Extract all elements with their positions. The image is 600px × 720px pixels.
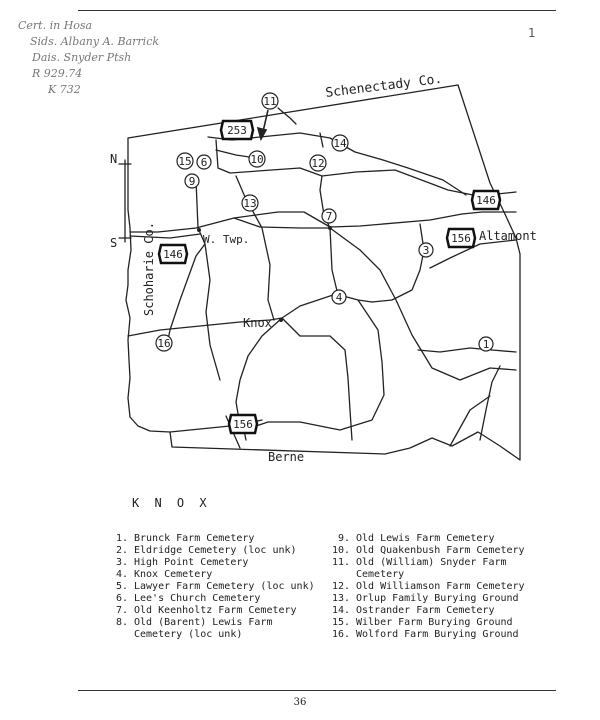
road bbox=[320, 176, 338, 295]
site-marker bbox=[185, 174, 199, 188]
handwritten-line: Sids. Albany A. Barrick bbox=[30, 35, 160, 48]
route-shield-label: 156 bbox=[451, 232, 471, 245]
site-marker-label: 13 bbox=[243, 197, 257, 210]
legend-text: High Point Cemetery bbox=[134, 557, 249, 568]
town-label-berne: Berne bbox=[268, 450, 305, 464]
compass-label-n: N bbox=[110, 152, 118, 166]
legend-number: 14. bbox=[331, 605, 350, 616]
corner-mark: 1 bbox=[528, 26, 536, 40]
county-label-west: Schoharie Co. bbox=[142, 222, 156, 316]
legend-row bbox=[330, 605, 560, 617]
legend-row bbox=[108, 617, 323, 641]
route-shield bbox=[447, 229, 475, 247]
legend-text: Old Keenholtz Farm Cemetery bbox=[134, 605, 297, 616]
road bbox=[372, 224, 424, 302]
legend-text: Eldridge Cemetery (loc unk) bbox=[134, 545, 297, 556]
legend-number: 5. bbox=[115, 581, 128, 592]
legend-number: 2. bbox=[115, 545, 128, 556]
handwritten-line: Cert. in Hosa bbox=[18, 19, 93, 32]
site-marker bbox=[419, 243, 433, 257]
site-marker bbox=[249, 151, 265, 167]
site-marker bbox=[479, 337, 493, 351]
route-shield bbox=[229, 415, 257, 433]
arrow-11 bbox=[258, 110, 268, 139]
legend-right-column bbox=[330, 533, 560, 641]
site-marker bbox=[322, 209, 336, 223]
legend-row bbox=[330, 593, 560, 605]
legend-number: 12. bbox=[331, 581, 350, 592]
legend-number: 13. bbox=[331, 593, 350, 604]
legend-row bbox=[108, 569, 323, 581]
site-marker bbox=[332, 290, 346, 304]
road bbox=[320, 133, 323, 147]
legend-text: Wolford Farm Burying Ground bbox=[356, 629, 519, 640]
site-marker bbox=[242, 195, 258, 211]
legend-text: Orlup Family Burying Ground bbox=[356, 593, 519, 604]
route-shield-label: 253 bbox=[227, 124, 247, 137]
legend-row bbox=[330, 581, 560, 593]
town-dot-w-twp bbox=[197, 228, 201, 232]
town-dot-knox bbox=[279, 318, 283, 322]
road bbox=[278, 108, 296, 124]
legend-row bbox=[330, 545, 560, 557]
legend-number: 1. bbox=[115, 533, 128, 544]
legend-text: Lee's Church Cemetery bbox=[134, 593, 261, 604]
site-marker-label: 10 bbox=[250, 153, 264, 166]
legend-row bbox=[108, 593, 323, 605]
route-shield-label: 146 bbox=[163, 248, 183, 261]
road bbox=[130, 234, 200, 238]
section-title: K N O X bbox=[132, 496, 211, 510]
site-marker-label: 6 bbox=[200, 156, 208, 169]
town-label-w-twp: W. Twp. bbox=[203, 233, 250, 246]
legend-number: 3. bbox=[115, 557, 128, 568]
site-marker bbox=[197, 155, 211, 169]
road bbox=[216, 140, 516, 196]
legend-number: 16. bbox=[331, 629, 350, 640]
legend-row bbox=[330, 533, 560, 545]
site-marker bbox=[156, 335, 172, 351]
handwritten-line: Dais. Snyder Ptsh bbox=[32, 51, 132, 64]
bottom-rule bbox=[78, 690, 556, 691]
legend-row bbox=[108, 557, 323, 569]
site-marker-label: 7 bbox=[325, 210, 333, 223]
site-marker-label: 3 bbox=[422, 244, 430, 257]
legend-number: 15. bbox=[331, 617, 350, 628]
legend-number: 11. bbox=[331, 557, 350, 568]
site-marker-label: 16 bbox=[157, 337, 171, 350]
road bbox=[236, 318, 282, 425]
legend-text: Ostrander Farm Cemetery bbox=[356, 605, 495, 616]
legend-number: 8. bbox=[115, 617, 128, 628]
legend-row bbox=[108, 605, 323, 617]
road bbox=[480, 366, 500, 440]
legend-number: 10. bbox=[331, 545, 350, 556]
route-shield-label: 156 bbox=[233, 418, 253, 431]
site-marker-label: 12 bbox=[311, 157, 325, 170]
legend-row bbox=[108, 581, 323, 593]
site-marker bbox=[310, 155, 326, 171]
county-label-north: Schenectady Co. bbox=[324, 71, 444, 101]
town-dot-7 bbox=[328, 226, 332, 230]
legend-row bbox=[108, 545, 323, 557]
route-shield-label: 146 bbox=[476, 194, 496, 207]
legend-text: Old Williamson Farm Cemetery bbox=[356, 581, 525, 592]
legend-text: Old (Barent) Lewis Farm Cemetery (loc unk) bbox=[134, 617, 273, 640]
legend-number: 9. bbox=[337, 533, 350, 544]
site-marker-label: 1 bbox=[482, 338, 490, 351]
legend-number: 6. bbox=[115, 593, 128, 604]
route-shield bbox=[159, 245, 187, 263]
route-shield bbox=[472, 191, 500, 209]
site-marker bbox=[262, 93, 278, 109]
legend-row bbox=[108, 533, 323, 545]
page-number: 36 bbox=[293, 697, 307, 708]
legend-text: Brunck Farm Cemetery bbox=[134, 533, 255, 544]
road bbox=[196, 180, 220, 380]
site-marker bbox=[177, 153, 193, 169]
town-label-knox: Knox bbox=[243, 316, 272, 330]
route-shield bbox=[221, 121, 253, 139]
town-label-altamont: Altamont bbox=[479, 229, 537, 243]
legend-text: Wilber Farm Burying Ground bbox=[356, 617, 513, 628]
handwritten-line: K 732 bbox=[48, 83, 81, 96]
compass-label-s: S bbox=[110, 236, 118, 250]
site-marker-label: 4 bbox=[335, 291, 343, 304]
legend-row bbox=[330, 629, 560, 641]
road bbox=[418, 348, 516, 352]
site-marker-label: 9 bbox=[188, 175, 196, 188]
legend-row bbox=[330, 617, 560, 629]
legend-text: Old Lewis Farm Cemetery bbox=[356, 533, 495, 544]
legend-row bbox=[330, 557, 560, 581]
site-marker-label: 14 bbox=[333, 137, 347, 150]
road bbox=[234, 218, 330, 228]
legend-text: Old (William) Snyder Farm Cemetery bbox=[356, 557, 507, 580]
legend-text: Lawyer Farm Cemetery (loc unk) bbox=[134, 581, 315, 592]
legend-text: Knox Cemetery bbox=[134, 569, 213, 580]
legend-number: 4. bbox=[115, 569, 128, 580]
town-boundary bbox=[126, 85, 520, 460]
legend-left-column bbox=[108, 533, 323, 641]
site-marker bbox=[332, 135, 348, 151]
site-marker-label: 15 bbox=[178, 155, 192, 168]
site-marker-label: 11 bbox=[263, 95, 277, 108]
legend-number: 7. bbox=[115, 605, 128, 616]
handwritten-line: R 929.74 bbox=[32, 67, 83, 80]
legend-text: Old Quakenbush Farm Cemetery bbox=[356, 545, 525, 556]
